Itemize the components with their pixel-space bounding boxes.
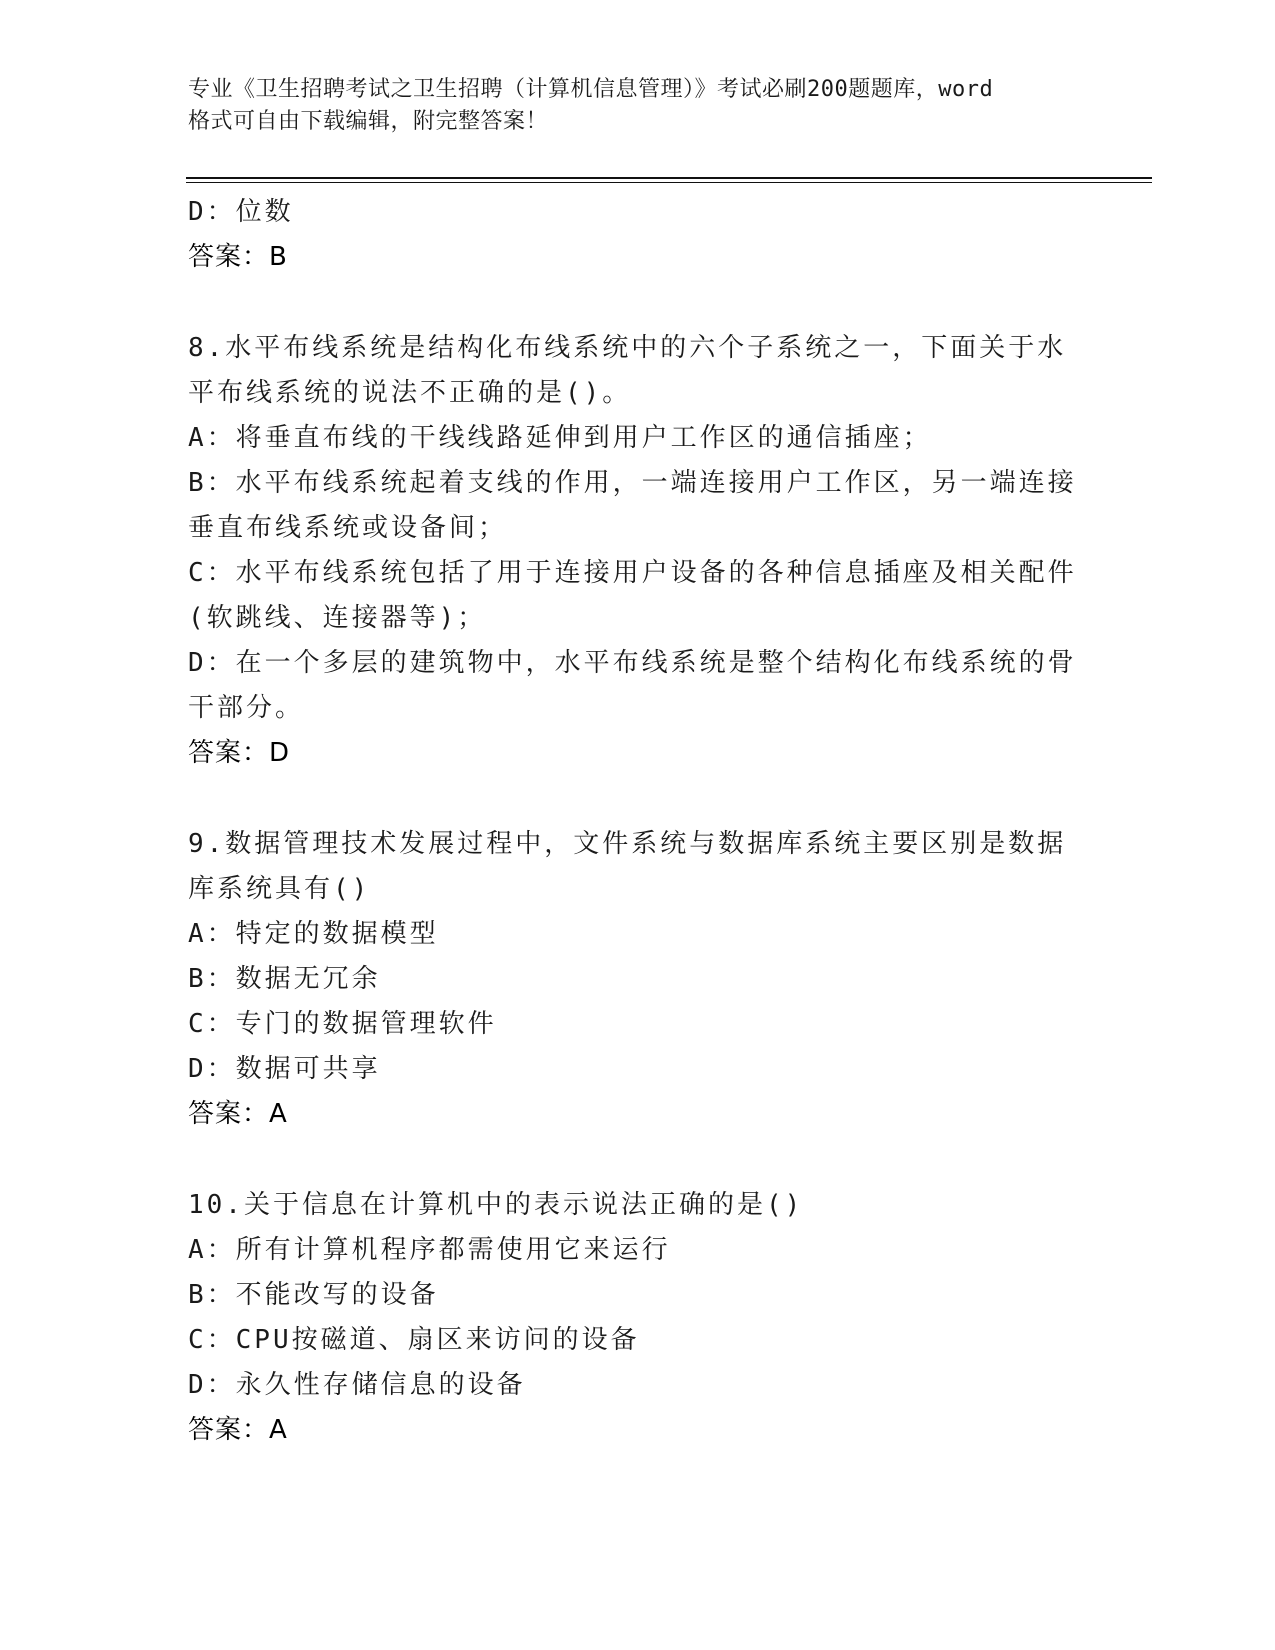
option-b: B：数据无冗余 [188, 964, 381, 994]
answer-label: 答案：A [188, 1099, 288, 1129]
option-c-cont: (软跳线、连接器等)； [188, 603, 487, 633]
question-stem: 9.数据管理技术发展过程中，文件系统与数据库系统主要区别是数据 [188, 829, 1067, 859]
option-c: C：专门的数据管理软件 [188, 1009, 497, 1039]
option-b-cont: 垂直布线系统或设备间； [188, 513, 508, 543]
option-d: D：在一个多层的建筑物中，水平布线系统是整个结构化布线系统的骨 [188, 648, 1077, 678]
option-a: A：特定的数据模型 [188, 919, 439, 949]
spacer [188, 776, 1088, 822]
header-title-line-2: 格式可自由下载编辑，附完整答案！ [188, 109, 549, 134]
header-divider-thick [186, 177, 1152, 179]
question-list [188, 190, 1088, 1453]
spacer [188, 1137, 1088, 1183]
question-10 [188, 1183, 1088, 1453]
option-d: D：数据可共享 [188, 1054, 381, 1084]
question-stem-cont: 平布线系统的说法不正确的是()。 [188, 378, 632, 408]
answer-label: 答案：A [188, 1415, 288, 1445]
option-d: D：永久性存储信息的设备 [188, 1370, 526, 1400]
option-c: C：CPU按磁道、扇区来访问的设备 [188, 1325, 640, 1355]
question-8 [188, 326, 1088, 776]
question-stem: 8.水平布线系统是结构化布线系统中的六个子系统之一，下面关于水 [188, 333, 1067, 363]
spacer [188, 280, 1088, 326]
question-7-tail [188, 190, 1088, 280]
option-d: D：位数 [188, 197, 294, 227]
question-stem: 10.关于信息在计算机中的表示说法正确的是() [188, 1190, 804, 1220]
option-c: C：水平布线系统包括了用于连接用户设备的各种信息插座及相关配件 [188, 558, 1077, 588]
document-header [188, 74, 1088, 138]
answer-label: 答案：D [188, 738, 291, 768]
header-title-line-1: 专业《卫生招聘考试之卫生招聘（计算机信息管理）》考试必刷200题题库，word [188, 77, 994, 102]
option-a: A：所有计算机程序都需使用它来运行 [188, 1235, 671, 1265]
header-divider-thin [186, 182, 1152, 183]
option-b: B：不能改写的设备 [188, 1280, 439, 1310]
option-a: A：将垂直布线的干线线路延伸到用户工作区的通信插座； [188, 423, 932, 453]
answer-label: 答案：B [188, 242, 288, 272]
question-stem-cont: 库系统具有() [188, 874, 371, 904]
option-d-cont: 干部分。 [188, 693, 305, 723]
question-9 [188, 822, 1088, 1137]
option-b: B：水平布线系统起着支线的作用，一端连接用户工作区，另一端连接 [188, 468, 1077, 498]
